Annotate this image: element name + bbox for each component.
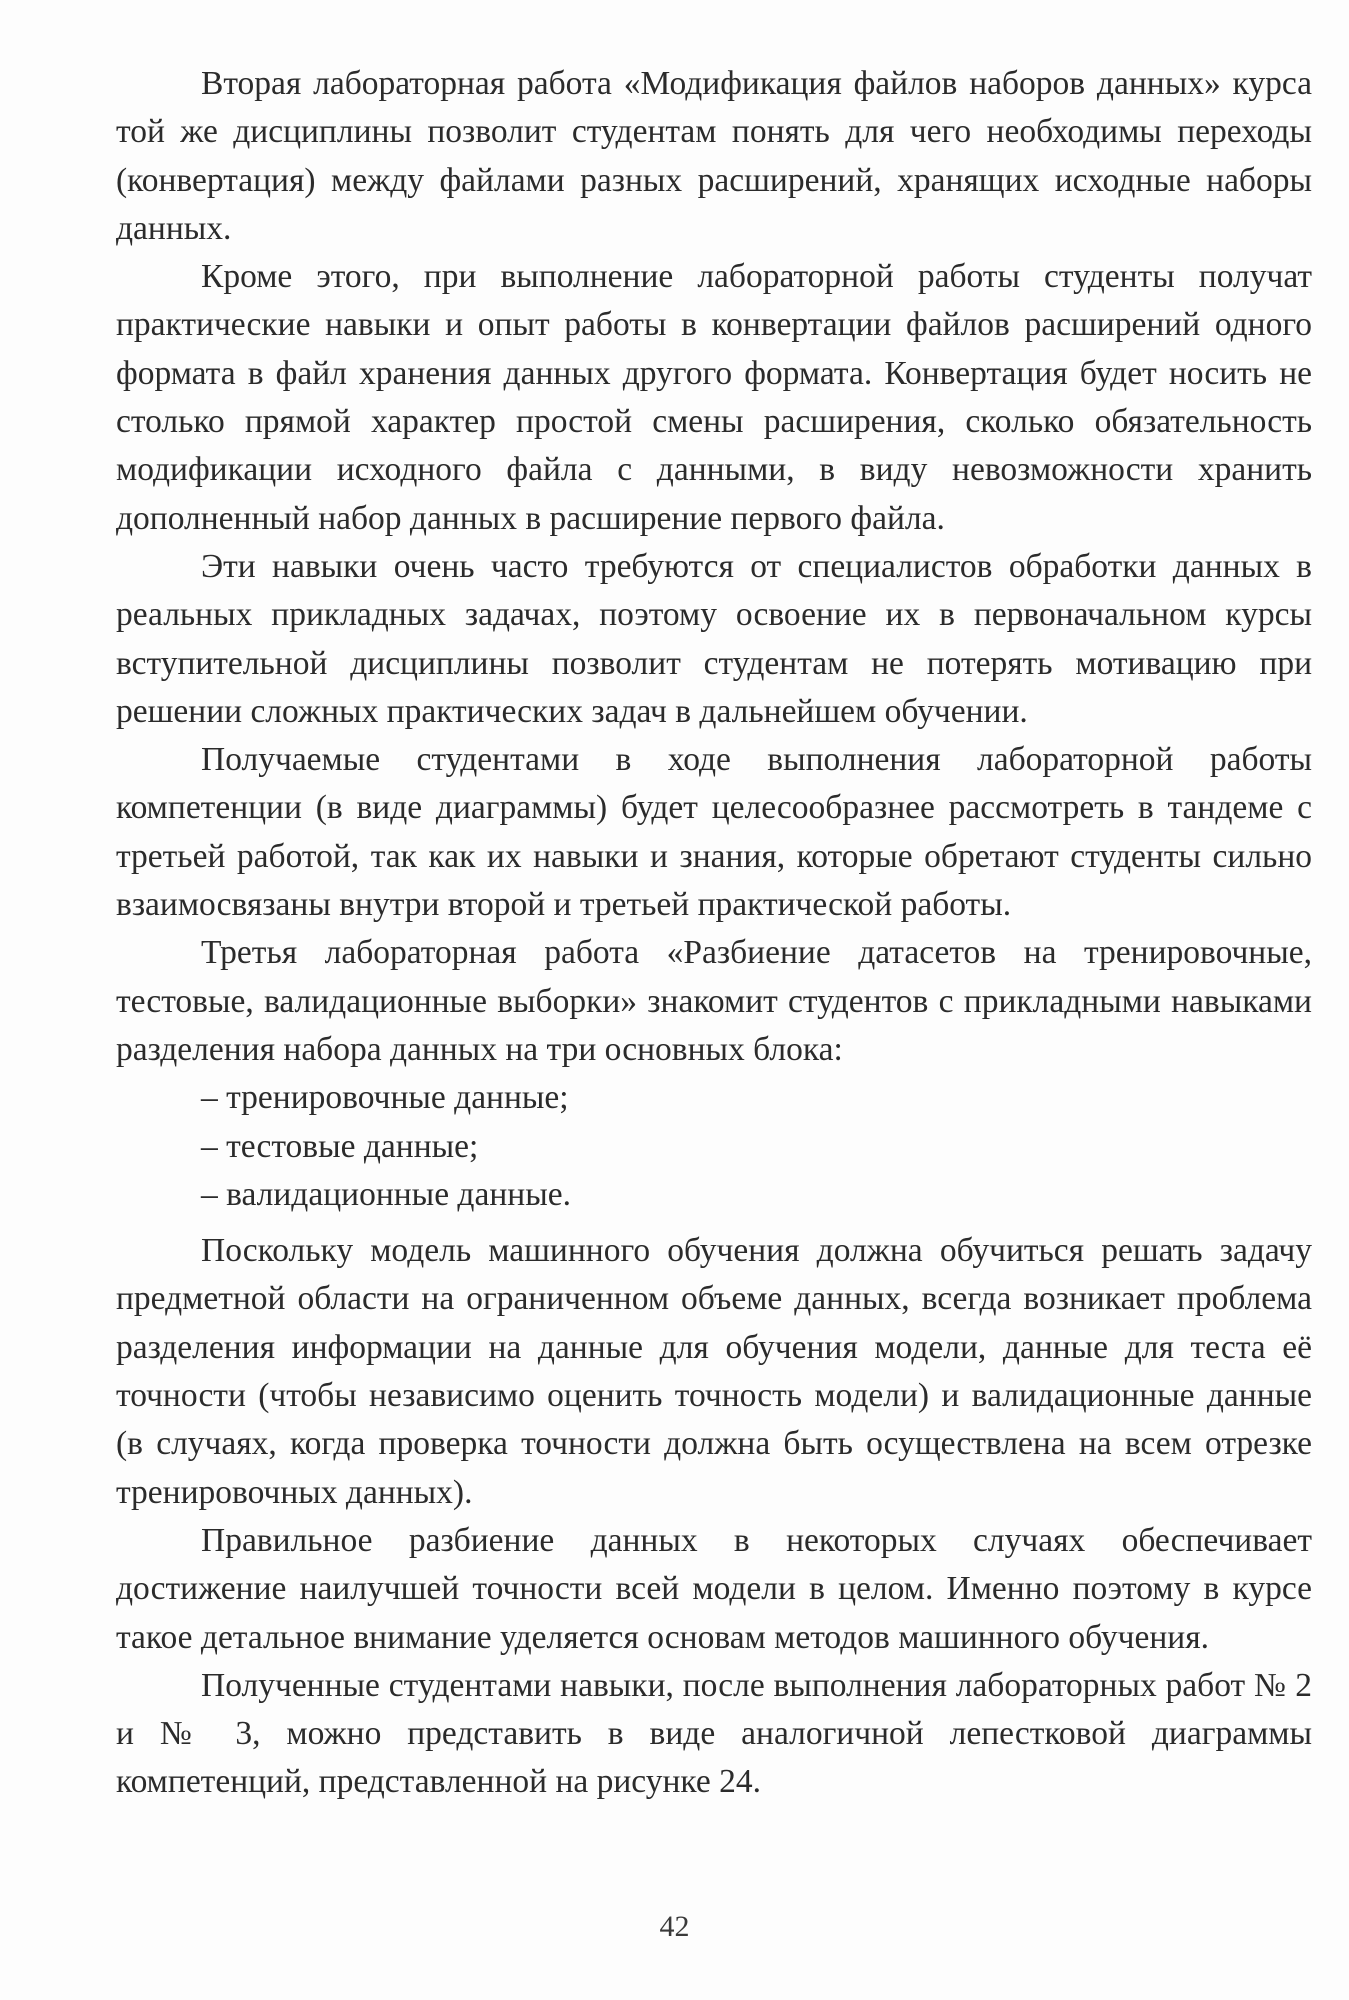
body-text xyxy=(116,60,1312,1807)
paragraph-5: Третья лабораторная работа «Разбиение датасетов на тренировочные, тестовые, валидационные выборки» знакомит студентов с прикладными навыками разделения набора данных на три основных блока: xyxy=(116,934,1312,1068)
list-item-test: – тестовые данные; xyxy=(201,1127,479,1165)
paragraph-7: Правильное разбиение данных в некоторых случаях обеспечивает достижение наилучшей точности всей модели в целом. Именно поэтому в курсе такое детальное внимание уделяется основам методов машинного обучения. xyxy=(116,1521,1312,1656)
list-item-validation: – валидационные данные. xyxy=(201,1175,571,1213)
paragraph-6: Поскольку модель машинного обучения должна обучиться решать задачу предметной области на ограниченном объеме данных, всегда возникает проблема разделения информации на данные для обучения модели, данные для теста её точности (чтобы независимо оценить точность модели) и валидационные данные (в случаях, когда проверка точности должна быть осуществлена на всем отрезке тренировочных данных). xyxy=(116,1232,1312,1511)
paragraph-4: Получаемые студентами в ходе выполнения лабораторной работы компетенции (в виде диаграммы) будет целесообразнее рассмотреть в тандеме с третьей работой, так как их навыки и знания, которые обретают студенты сильно взаимосвязаны внутри второй и третьей практической работы. xyxy=(116,741,1312,924)
paragraph-3: Эти навыки очень часто требуются от специалистов обработки данных в реальных прикладных задачах, поэтому освоение их в первоначальном курсы вступительной дисциплины позволит студентам не потерять мотивацию при решении сложных практических задач в дальнейшем обучении. xyxy=(116,547,1312,730)
list-item-training: – тренировочные данные; xyxy=(201,1079,569,1117)
page-number: 42 xyxy=(659,1910,690,1943)
paragraph-8: Полученные студентами навыки, после выполнения лабораторных работ № 2 и № 3, можно представить в виде аналогичной лепестковой диаграммы компетенций, представленной на рисунке 24. xyxy=(116,1666,1312,1801)
paragraph-1: Вторая лабораторная работа «Модификация файлов наборов данных» курса той же дисциплины позволит студентам понять для чего необходимы переходы (конвертация) между файлами разных расширений, хранящих исходные наборы данных. xyxy=(116,65,1312,247)
paragraph-2: Кроме этого, при выполнение лабораторной работы студенты получат практические навыки и опыт работы в конвертации файлов расширений одного формата в файл хранения данных другого формата. Конвертация будет носить не столько прямой характер простой смены расширения, сколько обязательность модификации исходного файла с данными, в виду невозможности хранить дополненный набор данных в расширение первого файла. xyxy=(116,258,1312,537)
